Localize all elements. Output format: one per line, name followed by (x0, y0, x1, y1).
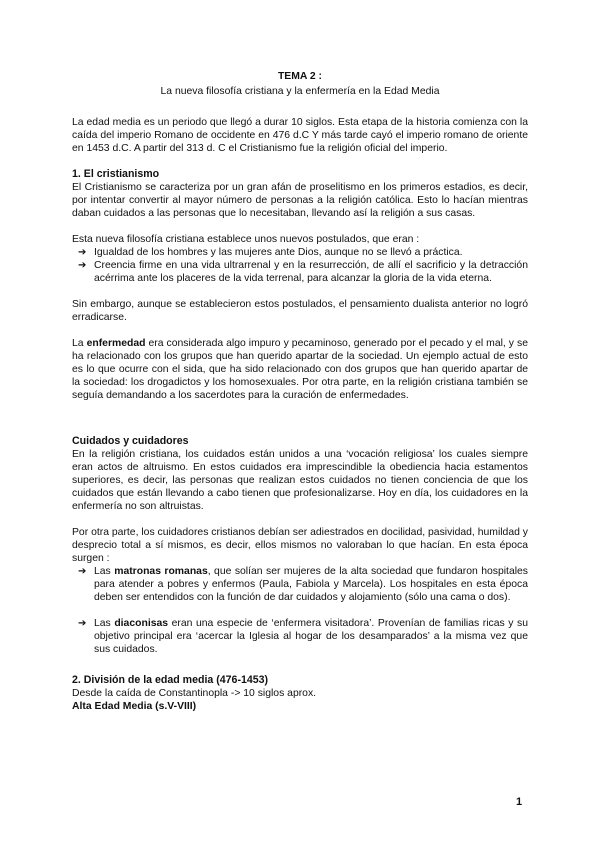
dualismo-paragraph: Sin embargo, aunque se establecieron estos postulados, el pensamiento dualista anterior no logró erradicarse. (72, 299, 528, 323)
cuidadores-paragraph: Por otra parte, los cuidadores cristianos debían ser adiestrados en docilidad, pasividad, humildad y desprecio total a sí mismos, es decir, ellos mismos no valoraban lo que hacían. En esta época surgen : (72, 527, 528, 564)
section-heading-cristianismo: 1. El cristianismo (72, 168, 160, 180)
postulados-list (72, 246, 528, 285)
postulados-intro: Esta nueva filosofía cristiana establece unos nuevos postulados, que eran : (72, 234, 420, 245)
page-number: 1 (516, 796, 523, 808)
page-subtitle: La nueva filosofía cristiana y la enfermería en la Edad Media (160, 86, 440, 97)
cristianismo-paragraph: El Cristianismo se caracteriza por un gran afán de proselitismo en los primeros estadios, es decir, por intentar convertir al mayor número de personas a la religión católica. Esto lo hacían mientras daban cuidados a las personas que lo necesitaban, llevando así la religión a sus casas. (72, 182, 528, 219)
division-line: Desde la caída de Constantinopla -> 10 siglos aprox. (72, 688, 317, 699)
list-item: ➔ Las matronas romanas, que solían ser mujeres de la alta sociedad que fundaron hospitales para atender a pobres y enfermos (Paula, Fabiola y Marcela). Los hospitales en esta época deben ser entendidos con la función de dar cuidados y alojamiento (sólo una cama o dos). (78, 566, 529, 603)
arrow-bullet-icon: ➔ (78, 260, 87, 271)
intro-paragraph: La edad media es un periodo que llegó a durar 10 siglos. Esta etapa de la historia comienza con la caída del imperio Romano de occidente en 476 d.C Y más tarde cayó el imperio romano de oriente en 1453 d.C. A partir del 313 d. C el Cristianismo fue la religión oficial del imperio. (72, 117, 528, 154)
list-item: ➔ Las diaconisas eran una especie de ‘enfermera visitadora’. Provenían de familias ricas y su objetivo principal era ‘acercar la Iglesia al hogar de los desamparados’ a la misma vez que sus cuidados. (78, 618, 528, 655)
list-item: ➔ Creencia firme en una vida ultrarrenal y en la resurrección, de allí el sacrificio y la detracción acérrima ante los placeres de la vida terrenal, para alcanzar la gloria de la vida eterna. (78, 260, 528, 284)
alta-edad-media-heading: Alta Edad Media (s.V-VIII) (72, 701, 197, 712)
enfermedad-paragraph: La enfermedad era considerada algo impuro y pecaminoso, generado por el pecado y el mal, y se ha relacionado con los grupos que han querido apartar de la sociedad. Un ejemplo actual de esto es lo que ocurre con el sida, que ha sido relacionado con dos grupos que han querido apartar de la sociedad: los drogadictos y los homosexuales. Por otra parte, en la religión cristiana también se seguía demandando a los sacerdotes para la curación de enfermedades. (72, 338, 528, 401)
section-heading-division: 2. División de la edad media (476-1453) (72, 674, 269, 686)
arrow-bullet-icon: ➔ (78, 566, 87, 577)
cuidadores-list (72, 565, 528, 656)
arrow-bullet-icon: ➔ (78, 618, 87, 629)
document-page (72, 70, 528, 713)
cuidados-paragraph: En la religión cristiana, los cuidados están unidos a una ‘vocación religiosa’ los cuales siempre eran actos de altruismo. En estos cuidados era imprescindible la obediencia hacia estamentos superiores, es decir, las personas que realizan estos cuidados no tienen conciencia de que los cuidados que están llevando a cabo tienen que profesionalizarse. Hoy en día, los cuidadores en la enfermería no son altruistas. (72, 449, 528, 512)
section-heading-cuidados: Cuidados y cuidadores (72, 435, 189, 447)
arrow-bullet-icon: ➔ (78, 247, 87, 258)
list-item: ➔ Igualdad de los hombres y las mujeres ante Dios, aunque no se llevó a práctica. (78, 247, 463, 258)
page-title: TEMA 2 : (277, 71, 323, 82)
